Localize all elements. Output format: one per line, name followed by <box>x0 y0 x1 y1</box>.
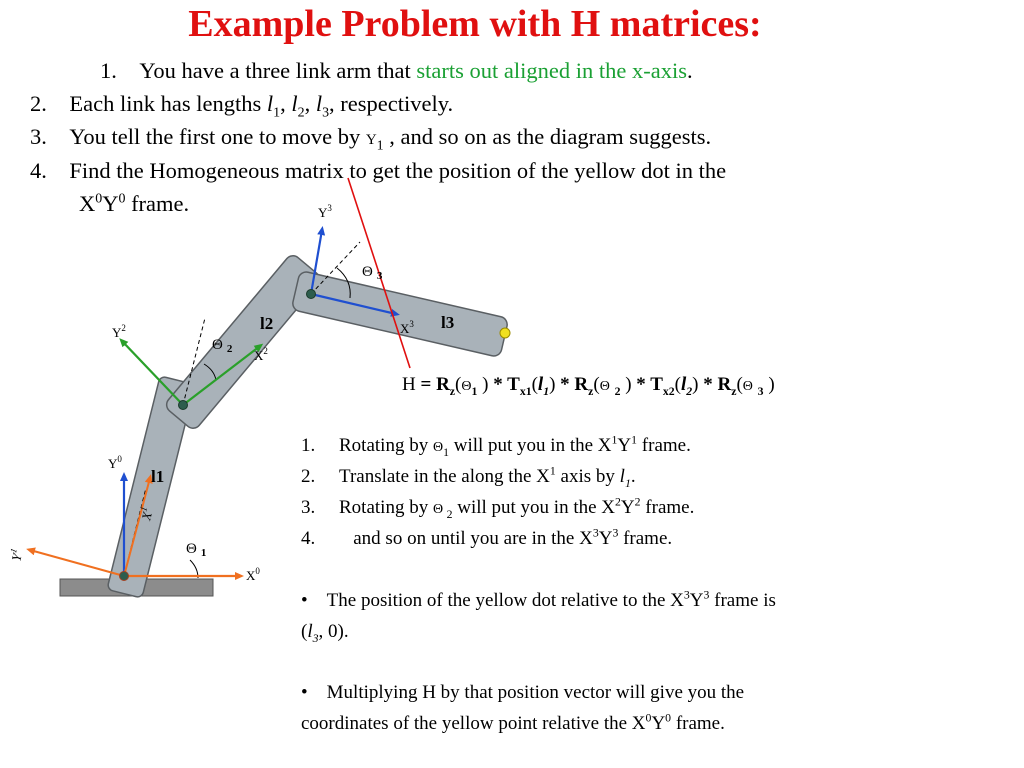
length-subscript: 1 <box>273 105 281 121</box>
y0-label: $Y^0$ <box>108 454 122 471</box>
list-tail: . <box>686 58 693 83</box>
step-text: and so on until you are in the X <box>353 528 593 549</box>
list-number: 1. <box>100 58 117 83</box>
yellow-dot <box>500 328 510 338</box>
bullet-sup: 3 <box>683 588 690 602</box>
theta3-label: Θ $_3$ <box>362 264 383 282</box>
length-symbol: l <box>307 621 313 642</box>
list-tail: , and so on as the diagram suggests. <box>383 124 712 149</box>
y3-label: $Y^3$ <box>318 203 332 220</box>
formula-sub: 3 <box>757 384 764 398</box>
bullet-text: Multiplying H by that position vector will give you the <box>326 682 745 703</box>
formula-t: T <box>650 374 663 395</box>
list-number: 4. <box>30 158 47 183</box>
step-number: 3. <box>301 497 316 518</box>
step-sup: 2 <box>634 495 641 509</box>
bullet-sub: 3 <box>312 631 319 645</box>
formula-eq: = <box>415 374 437 395</box>
separator: , <box>304 91 316 116</box>
bullet-text: ( <box>301 621 308 642</box>
formula-t: T <box>507 374 520 395</box>
step-sup: 3 <box>592 526 599 540</box>
formula-theta: Θ <box>461 379 472 394</box>
frame-y: Y <box>102 191 119 216</box>
step-sup: 1 <box>611 433 618 447</box>
bullet-symbol: • <box>301 590 308 611</box>
step-1 <box>301 435 691 457</box>
highlighted-text: starts out aligned in the x-axis <box>416 58 687 83</box>
list-tail: frame. <box>125 191 190 216</box>
joint-1 <box>120 572 129 581</box>
list-text: You have a three link arm that <box>139 58 417 83</box>
formula-sub: 2 <box>614 384 621 398</box>
length-symbol: l <box>315 91 323 116</box>
step-number: 2. <box>301 466 316 487</box>
page-title: Example Problem with H matrices: <box>188 3 762 45</box>
x2-label: $X^2$ <box>254 346 268 363</box>
x3-label: $X^3$ <box>400 319 414 336</box>
step-4 <box>301 528 672 550</box>
step-text: Rotating by <box>339 497 433 518</box>
step-text: will put you in the X <box>452 497 616 518</box>
step-text: Y <box>620 497 635 518</box>
step-text: Translate in the along the X <box>339 466 550 487</box>
bullet-text: frame. <box>671 713 725 734</box>
step-text: Rotating by <box>339 435 433 456</box>
theta-symbol: Θ <box>432 440 444 455</box>
length-subscript: 3 <box>322 105 330 121</box>
formula-star: * <box>555 374 575 395</box>
formula-l: l <box>681 374 687 395</box>
list-number: 3. <box>30 124 47 149</box>
link-3 <box>291 270 509 357</box>
y2-axis <box>122 341 183 405</box>
angle-symbol: Y <box>365 132 377 148</box>
length-symbol: l <box>291 91 298 116</box>
bullet-2 <box>301 682 744 704</box>
frame-superscript: 0 <box>118 191 126 207</box>
joint-3 <box>307 290 316 299</box>
step-text: frame. <box>637 435 691 456</box>
bullet-1 <box>301 590 776 612</box>
step-text: will put you in the X <box>448 435 612 456</box>
list-text: Each link has lengths <box>69 91 267 116</box>
step-text: frame. <box>640 497 695 518</box>
y1-label: $Y^1$ <box>8 547 25 563</box>
joint-2 <box>179 401 188 410</box>
step-sup: 1 <box>549 464 556 478</box>
formula-r: R <box>436 374 450 395</box>
formula-sub: 1 <box>543 384 550 398</box>
step-text: axis by <box>555 466 620 487</box>
bullet-text: Y <box>651 713 666 734</box>
formula-l: l <box>537 374 544 395</box>
theta-symbol: Θ <box>432 502 447 517</box>
formula-theta: Θ <box>742 379 753 394</box>
formula-sub: z <box>588 384 594 398</box>
formula-sub: x1 <box>519 384 532 398</box>
bullet-2-continuation <box>301 713 725 735</box>
l3-label: l3 <box>441 313 455 332</box>
formula-r: R <box>717 374 732 395</box>
formula-star: * <box>631 374 651 395</box>
theta1-label: Θ $_1$ <box>186 541 207 559</box>
frame-superscript: 0 <box>95 191 103 207</box>
step-3 <box>301 497 694 519</box>
length-symbol: l <box>266 91 274 116</box>
formula-sub: 1 <box>471 384 478 398</box>
bullet-text: , 0). <box>318 621 349 642</box>
step-number: 1. <box>301 435 316 456</box>
bullet-1-continuation <box>301 621 349 643</box>
formula-theta: Θ <box>599 379 610 394</box>
step-2 <box>301 466 636 488</box>
step-sub: 1 <box>624 476 631 490</box>
length-symbol: l <box>619 466 625 487</box>
step-sub: 2 <box>446 507 453 521</box>
y1-axis <box>30 550 124 576</box>
bullet-sup: 0 <box>665 711 672 725</box>
formula-sub: x2 <box>662 384 675 398</box>
length-subscript: 2 <box>297 105 305 121</box>
h-matrix-formula: $H = R_z(\Theta_1$ ) * $T_{x1}(l_1) * R_z(\Theta$ $_2$ ) * $T_{x2}(l_2) * R_z(\Theta$ $_3$ ) <box>402 374 775 398</box>
step-text: . <box>630 466 636 487</box>
y2-label: $Y^2$ <box>112 323 126 340</box>
list-text: Find the Homogeneous matrix to get the position of the yellow dot in the <box>69 158 727 183</box>
list-text: You tell the first one to move by <box>69 124 366 149</box>
formula-r: R <box>574 374 589 395</box>
bullet-text: frame is <box>709 590 776 611</box>
formula-sub: z <box>449 384 456 398</box>
x0-label: $X^0$ <box>246 566 260 583</box>
step-sup: 3 <box>612 526 619 540</box>
formula-sub: z <box>731 384 737 398</box>
bullet-sup: 3 <box>703 588 710 602</box>
theta2-label: Θ $_2$ <box>212 337 233 355</box>
separator: , <box>280 91 292 116</box>
step-sup: 1 <box>631 433 638 447</box>
l1-label: l1 <box>151 467 165 486</box>
bullet-symbol: • <box>301 682 308 703</box>
bullet-text: coordinates of the yellow point relative the X <box>301 713 646 734</box>
step-sub: 1 <box>443 445 449 459</box>
formula-sub: 2 <box>686 384 693 398</box>
list-number: 2. <box>30 91 47 116</box>
step-text: Y <box>598 528 613 549</box>
list-tail: , respectively. <box>329 91 454 116</box>
x1-label: $X^1$ <box>138 505 155 522</box>
bullet-sup: 0 <box>645 711 652 725</box>
l2-label: l2 <box>260 314 274 333</box>
bullet-text: The position of the yellow dot relative to the X <box>326 590 684 611</box>
bullet-text: Y <box>689 590 704 611</box>
step-text: frame. <box>618 528 673 549</box>
step-sup: 2 <box>615 495 621 509</box>
step-number: 4. <box>301 528 316 549</box>
formula-star: * <box>698 374 718 395</box>
formula-star: * <box>488 374 508 395</box>
step-text: Y <box>617 435 632 456</box>
formula-h: H <box>402 374 416 395</box>
frame-x: X <box>79 191 96 216</box>
angle-subscript: 1 <box>376 138 384 154</box>
